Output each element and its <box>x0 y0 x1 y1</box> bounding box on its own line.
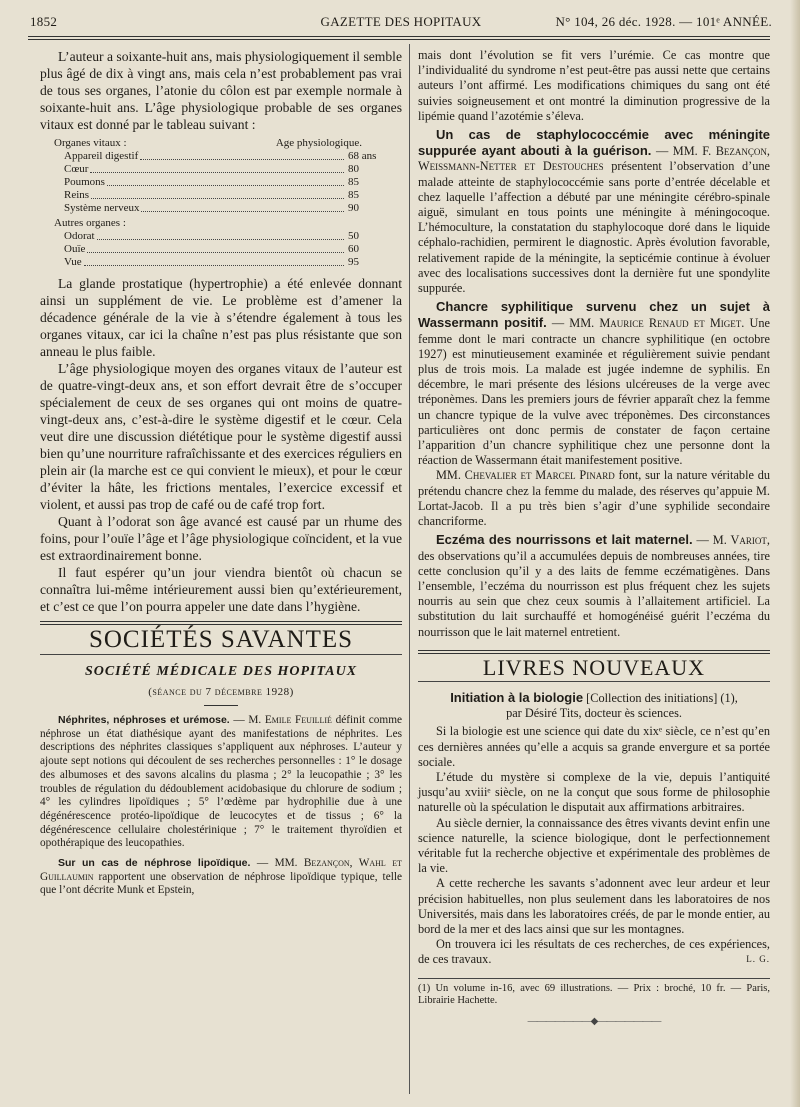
column-separator <box>409 44 410 1094</box>
article-staphylococcemie: Un cas de staphylococcémie avec méningite suppurée ayant abouti à la guérison. — MM. F. Bezançon, Weissmann-Netter et Destouches présentent l’observation d’une malade atteinte de staphylococcémie sans porte d’entrée décelable et chez laquelle l’affection a débuté par une méningite cérébro-spinale aiguë, simulant en tous points une méningite à méningocoque. L’hémoculture, la constatation du staphylocoque doré dans le liquide céphalo-rachidien, permirent le diagnostic. Après évolution favorable, relativement rapide de la méningite, la septicémie continue à évoluer avec des localisations successives dont la dernière fut une spondylite suppurée. <box>418 127 771 296</box>
left-column <box>40 48 402 898</box>
paragraph: L’âge physiologique moyen des organes vitaux de l’auteur est de quatre-vingt-deux ans, et son effort devrait être de s’occuper spécialement de ceux de ses organes qui ont moins de quatre-vingt-deux ans, c’est-à-dire le système digestif et le cœur. Cela veut dire une discussion diététique pour le système digestif aussi bien qu’une nourriture rafraîchissante et des exercices réguliers en plein air (la marche est ce qui convient le mieux), et pour le cœur d’éviter la hâte, les frictions mentales, l’exercice excessif et violent, et aussi pas trop de café ou de café trop fort. <box>40 361 402 512</box>
table-row: Reins 85 <box>64 189 359 201</box>
page-number: 1852 <box>30 14 58 29</box>
article-title: Eczéma des nourrissons et lait maternel. <box>436 532 693 548</box>
review-paragraph: L’étude du mystère si complexe de la vie, depuis l’antiquité jusqu’au xviiiᵉ siècle, on ne la conçut que sous forme de philosophie naturelle où la spéculation le disputait aux affirmations arbitraires. <box>418 769 770 815</box>
article-reply <box>418 468 770 529</box>
intro-paragraph: L’auteur a soixante-huit ans, mais physiologiquement il semble plus âgé de dix à vingt ans, mais cela n’est probablement pas vrai de tous ses organes, l’atonie du côlon est par exemple normale à soixante-huit ans. L’âge physiologique probable de ses organes vitaux est donné par le tableau suivant : <box>40 49 402 132</box>
review-paragraph: Au siècle dernier, la connaissance des êtres vivants devint enfin une science naturelle, la science biologique, dont le perfectionnement véritable fut la recherche objective et expérimentale des problèmes de la vie. <box>418 815 770 876</box>
article-text: définit comme néphrose un état diathésique ayant des manifestations de néphrites. Les descriptions des néphrites classiques s’appliquent aux néphroses. L’auteur y ajoute sept notions qui découlent de ses recherches personnelles : 1° le dosage des albumoses et des savons alcalins du plasma ; 2° la leucopathie ; 3° les troubles de régulation du dédoublement acidobasique du chlorure de sodium ; 4° les cylindres lipoïdiques ; 5° l’œdème par hydrophilie due à une dégénérescence protéo-lipoïdique de leucocytes et de tissus ; 6° la dégénérescence cellulaire cholestérinique ; 7° le traitement thyroïdien et opothérapique des leucopathies. <box>40 714 403 850</box>
article-author: M. Emile Feuillié <box>248 714 332 726</box>
article-title: Sur un cas de néphrose lipoïdique. <box>58 857 251 870</box>
paragraph: Il faut espérer qu’un jour viendra bientôt où chacun se connaîtra lui-même intérieurement aussi bien qu’extérieurement, et c’est ce que l’on pourra appeler une date dans l’hygiène. <box>40 565 402 614</box>
divider <box>418 681 770 682</box>
article-author: MM. Bezançon, Wahl et Guillaumin <box>40 857 402 883</box>
book-author: par Désiré Tits, docteur ès sciences. <box>506 706 682 721</box>
right-column <box>418 48 770 1029</box>
article-author: MM. Maurice Renaud et Miget. <box>569 316 745 331</box>
divider <box>204 705 238 706</box>
article-title: Néphrites, néphroses et urémose. <box>58 714 230 726</box>
other-organs-label: Autres organes : <box>54 217 126 229</box>
article-author: MM. F. Bezançon, Weissmann-Netter et Destouches <box>418 144 770 174</box>
table-row: Poumons 85 <box>64 176 359 188</box>
table-row: Ouïe 60 <box>64 243 359 255</box>
article-eczema: Eczéma des nourrissons et lait maternel. — M. Variot, des observations qu’il a accumulées depuis de nombreuses années, tire cette conclusion qu’il y a des laits de femme eczématigènes. Dans l’ensemble, l’eczéma du nourrisson est plus fréquent chez les sujets nourris au sein que chez ceux soumis à l’allaitement artificiel. La substitution du lait surchauffé et homogénéisé guérit l’eczéma du nourrisson que le lait maternel entretient. <box>418 532 770 639</box>
article-text: Une femme dont le mari contracte un chancre syphilitique (en octobre 1927) est minutieusement examinée et régulièrement suivie pendant plus de trois mois. La malade est jugée indemne de syphilis. En décembre, le mari présente des lésions ulcéreuses de la verge avec tréponèmes. Dans les premiers jours de février apparaît chez la femme un chancre typique de la vulve avec tréponèmes. Des circonstances particulières ont donc permis de constater de façon certaine l’apparition d’un chancre syphilitique chez une personne dont la réaction de Wassermann était manifestement positive. <box>418 316 771 468</box>
book-collection: [Collection des initiations] (1), <box>586 690 738 705</box>
article-author: MM. Chevalier et Marcel Pinard <box>436 468 615 483</box>
issue-date: N° 104, 26 déc. 1928. — 101ᵉ ANNÉE. <box>555 14 772 29</box>
session-date: (séance du 7 décembre 1928) <box>148 686 294 698</box>
paragraph: La glande prostatique (hypertrophie) a été enlevée donnant ainsi un supplément de vie. Le problème est d’amener la décadence générale de la vie à s’étendre également à tous les organes vitaux, car ici la chaîne n’est pas plus résistante que son anneau le plus faible. <box>40 276 402 359</box>
table-row: Vue 95 <box>64 256 359 268</box>
footnote-rule <box>418 978 770 979</box>
age-column-header: Age physiologique. <box>275 137 362 149</box>
article-text: font, sur la nature véritable du prétendu chancre chez la femme du malade, des réserves qu’appuie M. Lortat-Jacob. Il a pu très bien s’agir d’une syphilide secondaire chancriforme. <box>418 468 770 529</box>
society-title: SOCIÉTÉ MÉDICALE DES HOPITAUX <box>84 664 358 679</box>
table-row: Odorat 50 <box>64 230 359 242</box>
article-nephrose: Sur un cas de néphrose lipoïdique. — MM. Bezançon, Wahl et Guillaumin rapportent une observation de néphrose lipoïdique typique, telle que l’ont décrite Munk et Epstein, <box>40 857 402 897</box>
section-rule <box>40 621 402 625</box>
review-paragraph: Si la biologie est une science qui date du xixᵉ siècle, ce n’est qu’en ces dernières années qu’elle a acquis sa grande envergure et sa portée sociale. <box>418 724 770 769</box>
section-rule <box>418 650 770 654</box>
divider <box>40 654 402 655</box>
footnote: (1) Un volume in-16, avec 69 illustrations. — Prix : broché, 10 fr. — Paris, Librairie Hachette. <box>418 982 770 1007</box>
table-row: Système nerveux 90 <box>64 202 359 214</box>
page-edge <box>790 0 800 1107</box>
table-row: Cœur 80 <box>64 163 359 175</box>
organ-age-table <box>40 137 402 269</box>
article-nephrites: Néphrites, néphroses et urémose. — M. Emile Feuillié définit comme néphrose un état diathésique ayant des manifestations de néphrites. Les descriptions des néphrites classiques s’appliquent aux néphroses. L’auteur y ajoute sept notions qui découlent de ses recherches personnelles : 1° le dosage des albumoses et des savons alcalins du plasma ; 2° la leucopathie ; 3° les troubles de régulation du dédoublement acidobasique du chlorure de sodium ; 4° les cylindres lipoïdiques ; 5° l’œdème par hydrophilie due à une dégénérescence protéo-lipoïdique de leucocytes et de tissus ; 6° la dégénérescence cellulaire cholestérinique ; 7° le traitement thyroïdien et opothérapique des leucopathies. <box>40 714 403 850</box>
page-header <box>30 14 772 36</box>
review-paragraph: On trouvera ici les résultats de ces recherches, de ces expériences, de ces travaux. L. G. <box>418 937 770 967</box>
journal-title: GAZETTE DES HOPITAUX <box>320 14 482 29</box>
review-signature: L. G. <box>746 954 770 965</box>
book-title: Initiation à la biologie <box>450 689 584 705</box>
ornament-divider: ———————◆——————— <box>527 1015 661 1027</box>
article-text: présentent l’observation d’une malade atteinte de staphylococcémie sans porte d’entrée décelable et chez laquelle l’affection a débuté par une méningite cérébro-spinale aiguë, simulant en tous points une méningite à méningocoque. L’hémoculture, la constatation du staphylocoque doré dans le liquide céphalo-rachidien, permirent le diagnostic. Après évolution favorable, relativement rapide de la méningite, la septicémie continue à évoluer avec des localisations successives dont la dernière fut une spondylite suppurée. <box>418 159 771 296</box>
article-chancre: Chancre syphilitique survenu chez un sujet à Wassermann positif. — MM. Maurice Renaud et Miget. Une femme dont le mari contracte un chancre syphilitique (en octobre 1927) est minutieusement examinée et régulièrement suivie pendant plus de trois mois. La malade est jugée indemne de syphilis. En décembre, le mari présente des lésions ulcéreuses de la verge avec tréponèmes. Dans les premiers jours de février apparaît chez la femme un chancre typique de la vulve avec tréponèmes. Des circonstances particulières ont donc permis de constater de façon certaine l’apparition d’un chancre syphilitique chez une personne dont la réaction de Wassermann était manifestement positive. <box>418 299 771 468</box>
header-rule <box>28 36 770 40</box>
table-row: Appareil digestif 68 ans <box>64 150 377 162</box>
section-title: SOCIÉTÉS SAVANTES <box>88 626 354 653</box>
article-title: Chancre syphilitique survenu chez un sujet à Wassermann positif. <box>418 299 770 331</box>
paragraph: Quant à l’odorat son âge avancé est causé par un rhume des foins, pour l’ouïe l’âge et l’âge physiologique coïncident, et la vue est extraordinairement bonne. <box>40 514 402 563</box>
paragraph: mais dont l’évolution se fit vers l’urémie. Ce cas montre que l’individualité du syndrome n’est peut-être pas aussi nette que certains auteurs l’ont affirmé. Les modifications chimiques du sang ont été suivies soigneusement et ont montré la diminution progressive de la lipémie quand l’azotémie s’éleva. <box>418 48 770 123</box>
review-paragraph: A cette recherche les savants s’adonnent avec leur ardeur et leur précision habituelles, non plus seulement dans les laboratoires de nos Universités, mais dans les laboratoires créés, de par le monde entier, au bord de la mer et des lacs ainsi que sur les montagnes. <box>418 876 770 936</box>
article-text: des observations qu’il a accumulées depuis de nombreuses années, tire cette conclusion qu’il y a des laits de femme eczématigènes. Dans l’ensemble, l’eczéma du nourrisson est plus fréquent chez les sujets nourris au sein que chez ceux soumis à l’allaitement artificiel. La substitution du lait surchauffé et homogénéisé guérit l’eczéma du nourrisson que le lait maternel entretient. <box>418 548 770 639</box>
article-author: M. Variot, <box>712 533 770 548</box>
book-heading <box>418 690 770 721</box>
article-text: rapportent une observation de néphrose lipoïdique typique, telle que l’ont décrite Munk et Epstein, <box>40 870 402 897</box>
article-title: Un cas de staphylococcémie avec méningite suppurée ayant abouti à la guérison. <box>418 127 770 159</box>
vital-organs-label: Organes vitaux : <box>54 137 127 149</box>
section-title: LIVRES NOUVEAUX <box>482 654 706 680</box>
